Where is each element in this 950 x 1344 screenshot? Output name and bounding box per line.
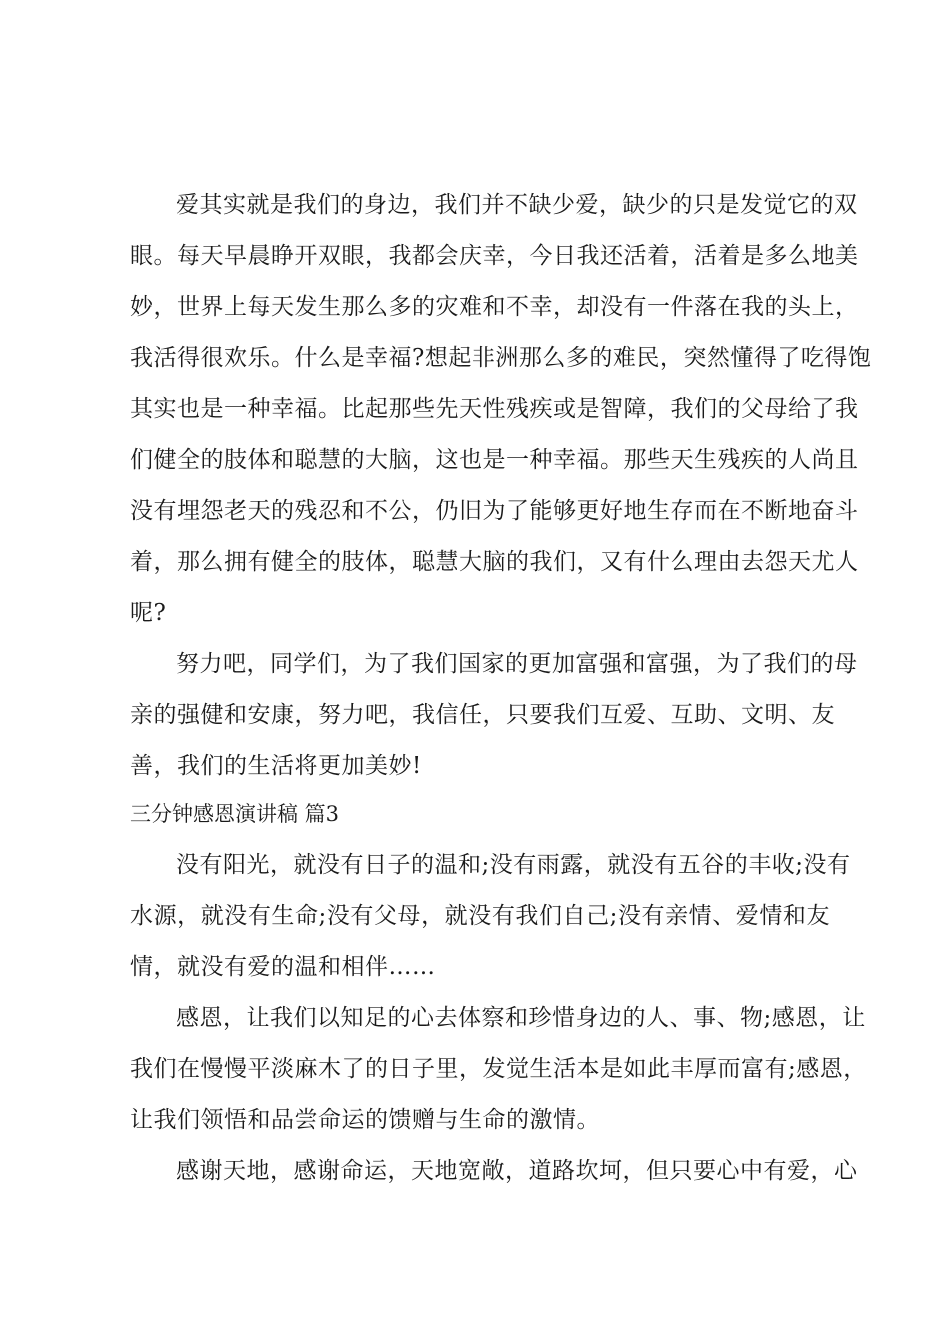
section-heading: 三分钟感恩演讲稿 篇3 <box>130 802 340 826</box>
paragraph-4-line-3: 让我们领悟和品尝命运的馈赠与生命的激情。 <box>130 1107 600 1133</box>
paragraph-1-line-6: 们健全的肢体和聪慧的大脑，这也是一种幸福。那些天生残疾的人尚且 <box>130 447 859 473</box>
paragraph-2-line-1: 努力吧，同学们，为了我们国家的更加富强和富强，为了我们的母 <box>176 651 858 677</box>
paragraph-1-line-2: 眼。每天早晨睁开双眼，我都会庆幸，今日我还活着，活着是多么地美 <box>130 243 859 269</box>
paragraph-1-line-4: 我活得很欢乐。什么是幸福?想起非洲那么多的难民，突然懂得了吃得饱 <box>130 345 872 371</box>
paragraph-2-line-3: 善，我们的生活将更加美妙! <box>130 753 422 779</box>
paragraph-1-line-3: 妙，世界上每天发生那么多的灾难和不幸，却没有一件落在我的头上， <box>130 294 859 320</box>
paragraph-3-line-1: 没有阳光，就没有日子的温和;没有雨露，就没有五谷的丰收;没有 <box>176 852 851 878</box>
paragraph-3-line-2: 水源，就没有生命;没有父母，就没有我们自己;没有亲情、爱情和友 <box>130 903 830 929</box>
paragraph-1-line-7: 没有埋怨老天的残忍和不公，仍旧为了能够更好地生存而在不断地奋斗 <box>130 498 859 524</box>
paragraph-1-line-8: 着，那么拥有健全的肢体，聪慧大脑的我们，又有什么理由去怨天尤人 <box>130 549 859 575</box>
paragraph-3-line-3: 情，就没有爱的温和相伴…… <box>130 954 436 980</box>
paragraph-5-line-1: 感谢天地，感谢命运，天地宽敞，道路坎坷，但只要心中有爱，心 <box>176 1158 858 1184</box>
paragraph-1-line-5: 其实也是一种幸福。比起那些先天性残疾或是智障，我们的父母给了我 <box>130 396 859 422</box>
paragraph-4-line-1: 感恩，让我们以知足的心去体察和珍惜身边的人、事、物;感恩，让 <box>176 1005 866 1031</box>
paragraph-1-line-9: 呢? <box>130 600 167 626</box>
paragraph-2-line-2: 亲的强健和安康，努力吧，我信任，只要我们互爱、互助、文明、友 <box>130 702 835 728</box>
paragraph-4-line-2: 我们在慢慢平淡麻木了的日子里，发觉生活本是如此丰厚而富有;感恩， <box>130 1056 867 1082</box>
paragraph-1-line-1: 爱其实就是我们的身边，我们并不缺少爱，缺少的只是发觉它的双 <box>176 192 858 218</box>
